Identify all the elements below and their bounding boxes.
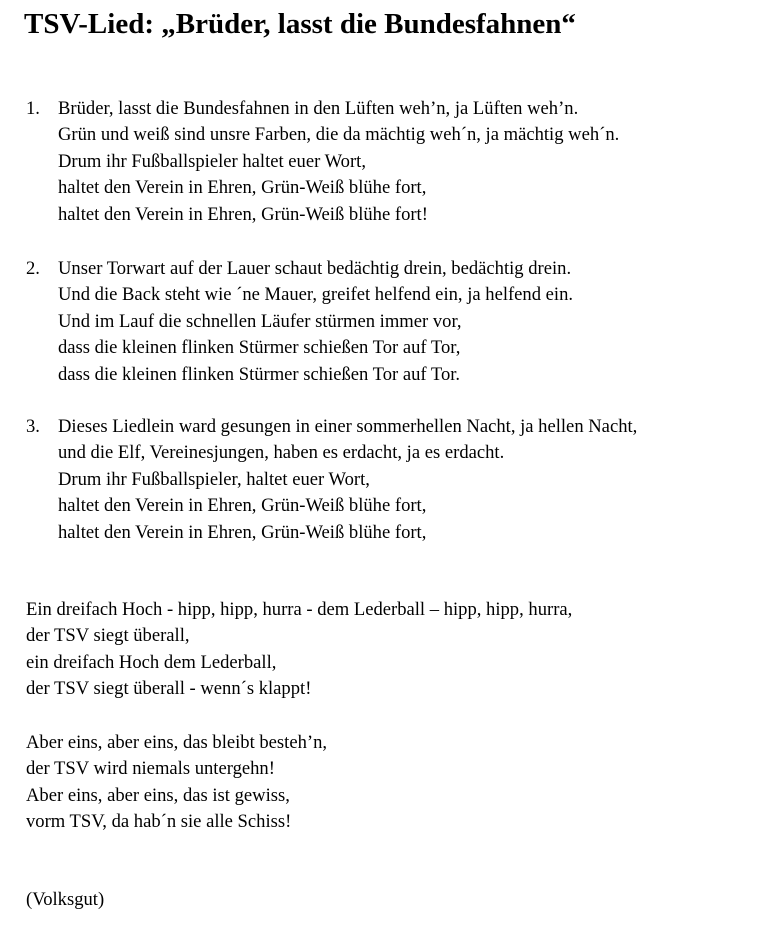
refrain-line: der TSV siegt überall - wenn´s klappt! <box>26 678 312 700</box>
verse-number: 2. <box>26 258 40 279</box>
refrain-1 <box>26 597 572 703</box>
refrain-line: Ein dreifach Hoch - hipp, hipp, hurra - dem Lederball – hipp, hipp, hurra, <box>26 599 573 620</box>
refrain-line: Aber eins, aber eins, das ist gewiss, <box>26 784 290 806</box>
refrain-line: Aber eins, aber eins, das bleibt besteh’n, <box>26 732 328 753</box>
verse-line: Drum ihr Fußballspieler haltet euer Wort, <box>58 150 366 172</box>
verse-line: Und im Lauf die schnellen Läufer stürmen immer vor, <box>58 310 462 332</box>
verse-line: Unser Torwart auf der Lauer schaut bedächtig drein, bedächtig drein. <box>58 258 572 279</box>
verse-line: Und die Back steht wie ´ne Mauer, greifet helfend ein, ja helfend ein. <box>58 284 574 306</box>
verse-3 <box>26 414 637 546</box>
verse-lines <box>58 414 637 546</box>
refrain-line: ein dreifach Hoch dem Lederball, <box>26 651 277 673</box>
verse-number: 1. <box>26 98 40 119</box>
verse-line: Drum ihr Fußballspieler, haltet euer Wort, <box>58 468 370 490</box>
source-note: (Volksgut) <box>26 889 105 910</box>
verse-line: und die Elf, Vereinesjungen, haben es erdacht, ja es erdacht. <box>58 442 505 464</box>
verse-1 <box>26 96 619 228</box>
verse-line: haltet den Verein in Ehren, Grün-Weiß blühe fort, <box>58 521 427 543</box>
refrain-2 <box>26 730 327 836</box>
verse-line: dass die kleinen flinken Stürmer schießen Tor auf Tor. <box>58 363 461 385</box>
verse-line: haltet den Verein in Ehren, Grün-Weiß blühe fort! <box>58 203 428 225</box>
verse-line: haltet den Verein in Ehren, Grün-Weiß blühe fort, <box>58 177 427 199</box>
verse-2 <box>26 256 573 388</box>
verse-line: Dieses Liedlein ward gesungen in einer sommerhellen Nacht, ja hellen Nacht, <box>58 416 638 437</box>
verse-lines <box>58 256 573 388</box>
verse-line: dass die kleinen flinken Stürmer schießen Tor auf Tor, <box>58 337 461 359</box>
verse-line: Brüder, lasst die Bundesfahnen in den Lüften weh’n, ja Lüften weh’n. <box>58 98 579 119</box>
page-title: TSV-Lied: „Brüder, lasst die Bundesfahnen“ <box>24 8 576 40</box>
refrain-line: vorm TSV, da hab´n sie alle Schiss! <box>26 811 292 833</box>
verse-line: haltet den Verein in Ehren, Grün-Weiß blühe fort, <box>58 495 427 517</box>
verse-line: Grün und weiß sind unsre Farben, die da mächtig weh´n, ja mächtig weh´n. <box>58 124 620 146</box>
verse-number: 3. <box>26 416 40 437</box>
refrain-line: der TSV siegt überall, <box>26 625 190 647</box>
refrain-line: der TSV wird niemals untergehn! <box>26 758 275 780</box>
verse-lines <box>58 96 619 228</box>
